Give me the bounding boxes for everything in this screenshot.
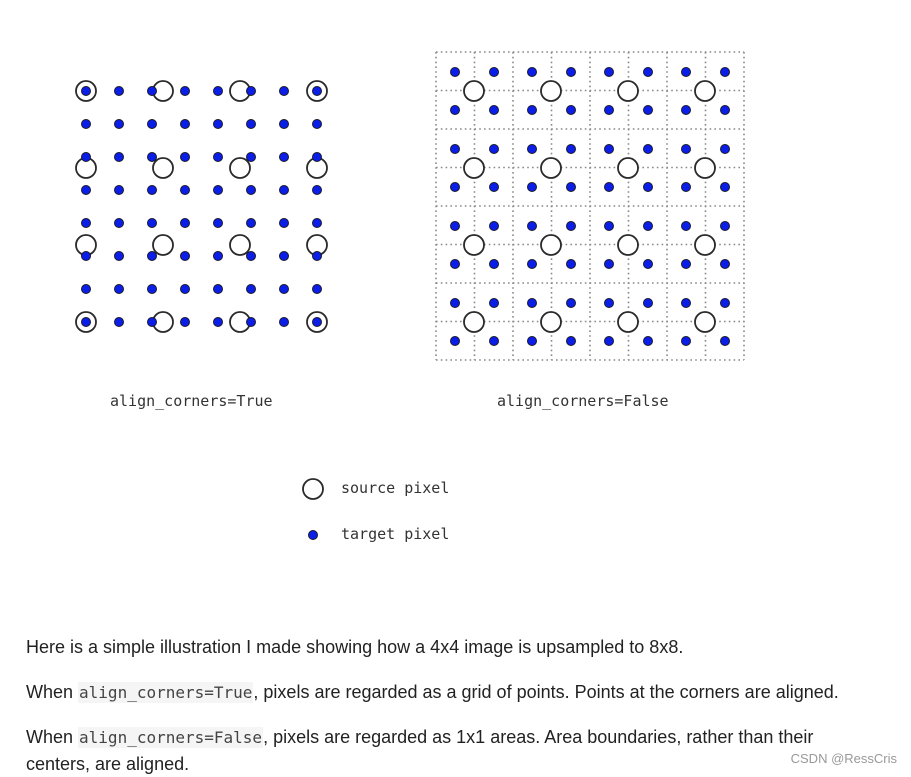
target-pixel (313, 318, 322, 327)
intro-text: Here is a simple illustration I made showing how a 4x4 image is upsampled to 8x8. (26, 637, 684, 657)
target-pixel (280, 87, 289, 96)
target-pixel (313, 219, 322, 228)
source-pixel (695, 81, 715, 101)
target-pixel (181, 153, 190, 162)
inline-code-false: align_corners=False (79, 728, 263, 747)
target-pixel (567, 299, 576, 308)
target-pixel (528, 222, 537, 231)
align-corners-true-caption: align_corners=True (110, 392, 273, 410)
target-pixel (148, 120, 157, 129)
source-pixel (464, 81, 484, 101)
target-pixel (567, 260, 576, 269)
source-pixel-label: source pixel (341, 479, 450, 497)
source-pixel (541, 81, 561, 101)
target-pixel (313, 186, 322, 195)
source-pixel (230, 158, 250, 178)
target-pixel (247, 318, 256, 327)
target-pixel (82, 120, 91, 129)
source-pixel (541, 158, 561, 178)
target-pixel (214, 285, 223, 294)
target-pixel (567, 68, 576, 77)
target-pixel (115, 252, 124, 261)
target-pixel (313, 120, 322, 129)
target-pixel (280, 285, 289, 294)
target-pixel (682, 183, 691, 192)
source-pixel (618, 81, 638, 101)
target-pixel (115, 87, 124, 96)
target-pixel (490, 145, 499, 154)
paragraph-text: , pixels are regarded as a grid of points. Points at the corners are aligned. (253, 682, 839, 702)
intro-paragraph (26, 634, 896, 660)
target-pixel (148, 285, 157, 294)
target-pixel (214, 87, 223, 96)
target-pixel (148, 318, 157, 327)
target-pixel (313, 285, 322, 294)
target-pixel (82, 318, 91, 327)
target-pixel (280, 219, 289, 228)
target-pixel (313, 153, 322, 162)
align-corners-false-diagram (436, 52, 744, 360)
target-pixel (181, 120, 190, 129)
target-pixel (451, 145, 460, 154)
target-pixel (280, 252, 289, 261)
target-pixel (181, 318, 190, 327)
target-pixel (721, 68, 730, 77)
source-pixel (541, 312, 561, 332)
target-pixel (682, 145, 691, 154)
target-pixel (247, 285, 256, 294)
target-pixel (567, 222, 576, 231)
target-pixel (490, 68, 499, 77)
target-pixel (451, 106, 460, 115)
target-pixel (605, 222, 614, 231)
target-pixel (451, 260, 460, 269)
target-pixel (247, 219, 256, 228)
target-pixel (605, 337, 614, 346)
target-pixel (721, 145, 730, 154)
target-pixel (605, 260, 614, 269)
target-pixel (181, 219, 190, 228)
target-pixel (181, 252, 190, 261)
source-pixel (153, 235, 173, 255)
target-pixel (644, 106, 653, 115)
target-pixel (247, 153, 256, 162)
source-pixel (695, 312, 715, 332)
target-pixel (567, 337, 576, 346)
target-pixel (451, 183, 460, 192)
target-pixel (644, 183, 653, 192)
source-pixel (464, 312, 484, 332)
target-pixel (214, 219, 223, 228)
target-pixel (115, 186, 124, 195)
target-pixel (605, 145, 614, 154)
target-pixel (313, 252, 322, 261)
target-pixel (528, 299, 537, 308)
target-pixel (115, 285, 124, 294)
target-pixel (682, 299, 691, 308)
target-pixel (721, 299, 730, 308)
target-pixel (82, 252, 91, 261)
paragraph-text: When (26, 682, 79, 702)
source-pixel (618, 312, 638, 332)
target-pixel (214, 186, 223, 195)
align-true-paragraph (26, 679, 896, 706)
target-pixel (280, 318, 289, 327)
target-pixel (644, 222, 653, 231)
target-pixel (82, 186, 91, 195)
target-pixel (451, 68, 460, 77)
target-pixel (605, 106, 614, 115)
target-pixel (490, 299, 499, 308)
target-pixel (115, 120, 124, 129)
paragraph-text: When (26, 727, 79, 747)
target-pixel (644, 68, 653, 77)
source-pixel-legend-icon (303, 479, 323, 499)
target-pixel (451, 222, 460, 231)
target-pixel (528, 260, 537, 269)
target-pixel (214, 153, 223, 162)
inline-code-true: align_corners=True (79, 683, 253, 702)
target-pixel (214, 120, 223, 129)
target-pixel (682, 260, 691, 269)
target-pixel (280, 153, 289, 162)
source-pixel (464, 158, 484, 178)
target-pixel (82, 87, 91, 96)
align-false-paragraph (26, 724, 866, 777)
target-pixel (528, 106, 537, 115)
target-pixel (528, 68, 537, 77)
source-pixel (230, 235, 250, 255)
source-pixel (153, 158, 173, 178)
target-pixel (280, 186, 289, 195)
target-pixel (644, 260, 653, 269)
target-pixel (490, 260, 499, 269)
target-pixel (313, 87, 322, 96)
source-pixel (695, 235, 715, 255)
target-pixel (247, 186, 256, 195)
target-pixel (115, 219, 124, 228)
source-pixel (464, 235, 484, 255)
target-pixel (605, 183, 614, 192)
target-pixel (682, 337, 691, 346)
target-pixel (214, 318, 223, 327)
target-pixel (247, 87, 256, 96)
target-pixel (721, 260, 730, 269)
target-pixel (605, 299, 614, 308)
target-pixel (682, 68, 691, 77)
target-pixel (490, 222, 499, 231)
target-pixel (490, 183, 499, 192)
target-pixel (115, 153, 124, 162)
target-pixel (214, 252, 223, 261)
target-pixel (644, 145, 653, 154)
target-pixel (567, 106, 576, 115)
target-pixel (528, 183, 537, 192)
align-corners-false-caption: align_corners=False (497, 392, 669, 410)
target-pixel (82, 219, 91, 228)
target-pixel (115, 318, 124, 327)
legend (303, 479, 323, 540)
target-pixel (682, 106, 691, 115)
source-pixel (618, 235, 638, 255)
target-pixel (247, 120, 256, 129)
target-pixel (490, 106, 499, 115)
target-pixel (644, 337, 653, 346)
target-pixel (721, 106, 730, 115)
target-pixel (451, 299, 460, 308)
target-pixel (280, 120, 289, 129)
target-pixel (721, 337, 730, 346)
target-pixel (148, 219, 157, 228)
target-pixel (148, 252, 157, 261)
target-pixel (567, 145, 576, 154)
target-pixel (605, 68, 614, 77)
source-pixel (695, 158, 715, 178)
source-pixel (541, 235, 561, 255)
target-pixel-legend-icon (309, 531, 318, 540)
target-pixel (148, 186, 157, 195)
target-pixel (490, 337, 499, 346)
target-pixel (682, 222, 691, 231)
target-pixel-label: target pixel (341, 525, 450, 543)
target-pixel (148, 87, 157, 96)
target-pixel (82, 153, 91, 162)
target-pixel (148, 153, 157, 162)
paragraph-text: , pixels are regarded as 1x1 areas. Area boundaries, rather than their centers, are aligned. (26, 727, 814, 774)
target-pixel (721, 222, 730, 231)
target-pixel (181, 186, 190, 195)
target-pixel (451, 337, 460, 346)
target-pixel (247, 252, 256, 261)
target-pixel (721, 183, 730, 192)
target-pixel (181, 87, 190, 96)
target-pixel (644, 299, 653, 308)
source-pixel (618, 158, 638, 178)
target-pixel (82, 285, 91, 294)
align-corners-true-diagram (76, 81, 327, 332)
target-pixel (528, 337, 537, 346)
target-pixel (567, 183, 576, 192)
target-pixel (181, 285, 190, 294)
watermark: CSDN @RessCris (790, 751, 897, 766)
target-pixel (528, 145, 537, 154)
